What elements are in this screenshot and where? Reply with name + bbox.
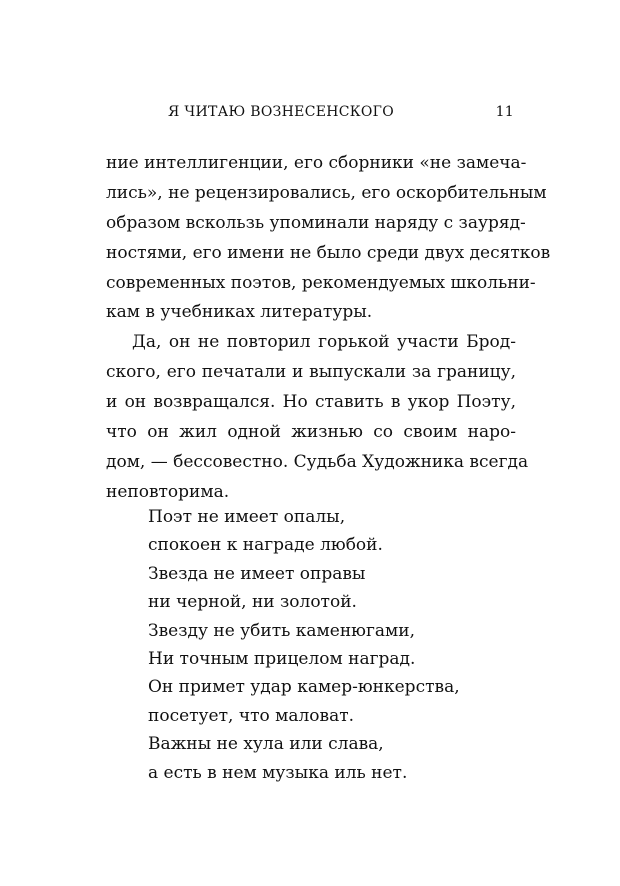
running-title: Я ЧИТАЮ ВОЗНЕСЕНСКОГО (168, 104, 395, 120)
poem-line: Ни точным прицелом наград. (148, 648, 416, 669)
paragraph-line: дом, — бессовестно. Судьба Художника всегда (106, 451, 529, 472)
paragraph-line: лись», не рецензировались, его оскорбительным (106, 182, 547, 203)
paragraph-line: кам в учебниках литературы. (106, 302, 373, 323)
paragraph-2 (106, 328, 529, 507)
paragraph-line: ностями, его имени не было среди двух десятков (106, 242, 551, 263)
paragraph-line: ского, его печатали и выпускали за границу, (106, 362, 516, 383)
poem-line: Поэт не имеет опалы, (148, 507, 346, 527)
poem-stanza (148, 503, 460, 787)
poem-line: спокоен к награде любой. (148, 535, 383, 556)
prose-body (106, 149, 551, 508)
poem-line: Он примет удар камер-юнкерства, (148, 677, 460, 698)
paragraph-line: Да, он не повторил горькой участи Брод- (132, 332, 516, 353)
poem-line: ни черной, ни золотой. (148, 592, 357, 613)
poem-line: посетует, что маловат. (148, 705, 355, 726)
poem-line: Важны не хула или слава, (148, 734, 384, 755)
paragraph-1 (106, 149, 551, 328)
paragraph-line: образом вскользь упоминали наряду с зауряд- (106, 212, 526, 233)
running-header (168, 104, 514, 128)
poem-line: а есть в нем музыка иль нет. (148, 762, 408, 783)
paragraph-line: неповторима. (106, 481, 230, 502)
poem-line: Звезда не имеет оправы (148, 563, 366, 584)
page-number: 11 (495, 104, 514, 120)
paragraph-line: и он возвращался. Но ставить в укор Поэту, (106, 392, 516, 413)
paragraph-line: современных поэтов, рекомендуемых школьни- (106, 272, 536, 293)
paragraph-line: ние интеллигенции, его сборники «не замеча- (106, 153, 527, 173)
poem-line: Звезду не убить каменюгами, (148, 620, 415, 641)
paragraph-line: что он жил одной жизнью со своим наро- (106, 422, 516, 443)
